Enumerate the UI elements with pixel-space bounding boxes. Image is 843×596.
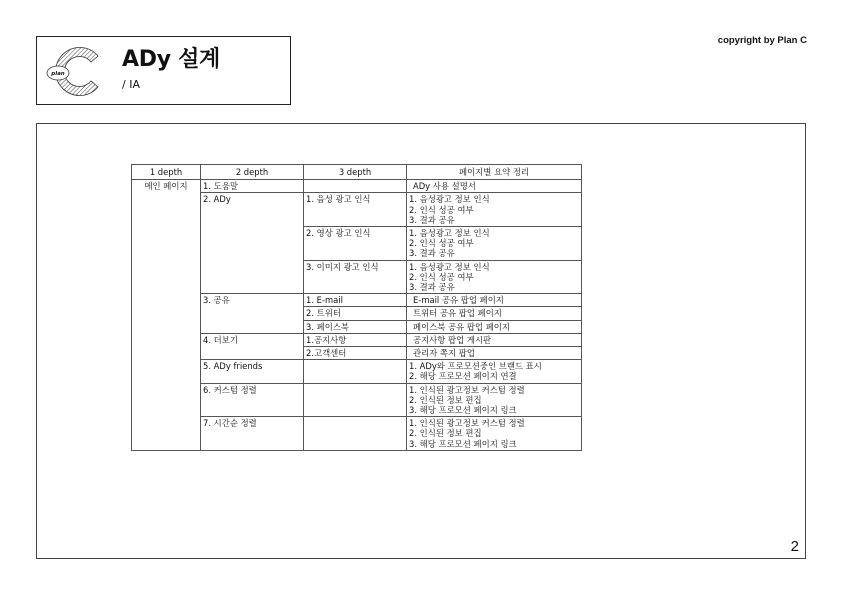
- plan-c-logo: [46, 44, 106, 99]
- depth1-main-page: 메인 페이지: [132, 180, 201, 193]
- depth3-video: 2. 영상 광고 인식: [304, 227, 407, 261]
- summary-notice: 공지사항 팝업 게시판: [407, 333, 582, 346]
- document-title: ADy 설계: [122, 47, 220, 72]
- depth2-friends: 5. ADy friends: [201, 360, 304, 383]
- copyright-text: copyright by Plan C: [717, 35, 807, 46]
- depth3-email: 1. E-mail: [304, 294, 407, 307]
- depth3-empty: [304, 180, 407, 193]
- title-box: [36, 36, 291, 105]
- depth2-more: 4. 더보기: [201, 333, 304, 346]
- depth2-share: 3. 공유: [201, 294, 304, 307]
- summary-support: 관리자 쪽지 팝업: [407, 347, 582, 360]
- logo-text: plan: [51, 71, 65, 77]
- table-row: [132, 260, 582, 294]
- summary-custom: 1. 인식된 광고정보 커스텀 정렬 2. 인식된 정보 편집 3. 해당 프로모션 페이지 링크: [407, 383, 582, 417]
- summary-facebook: 페이스북 공유 팝업 페이지: [407, 320, 582, 333]
- summary-time: 1. 인식된 광고정보 커스텀 정렬 2. 인식된 정보 편집 3. 해당 프로모션 페이지 링크: [407, 417, 582, 451]
- depth3-image: 3. 이미지 광고 인식: [304, 260, 407, 294]
- depth3-support: 2.고객센터: [304, 347, 407, 360]
- table-row: [132, 347, 582, 360]
- table-row: [132, 360, 582, 383]
- table-row: [132, 320, 582, 333]
- depth3-notice: 1.공지사항: [304, 333, 407, 346]
- table-row: [132, 227, 582, 261]
- depth2-time: 7. 시간순 정렬: [201, 417, 304, 451]
- ia-table: [131, 164, 582, 451]
- table-row: [132, 180, 582, 193]
- header-summary: 페이지별 요약 정리: [407, 165, 582, 180]
- depth2-help: 1. 도움말: [201, 180, 304, 193]
- depth3-twitter: 2. 트위터: [304, 307, 407, 320]
- document-subtitle: / IA: [122, 78, 140, 91]
- header-3-depth: 3 depth: [304, 165, 407, 180]
- depth2-custom: 6. 커스텀 정렬: [201, 383, 304, 417]
- table-row: [132, 417, 582, 451]
- table-header-row: [132, 165, 582, 180]
- header-2-depth: 2 depth: [201, 165, 304, 180]
- header-1-depth: 1 depth: [132, 165, 201, 180]
- depth3-voice: 1. 음성 광고 인식: [304, 193, 407, 227]
- summary-help: ADy 사용 설명서: [407, 180, 582, 193]
- summary-friends: 1. ADy와 프로모션중인 브랜드 표시 2. 해당 프로모션 페이지 연결: [407, 360, 582, 383]
- summary-video: 1. 음성광고 정보 인식 2. 인식 성공 여부 3. 결과 공유: [407, 227, 582, 261]
- table-row: [132, 193, 582, 227]
- page-number: 2: [790, 538, 799, 555]
- table-row: [132, 333, 582, 346]
- content-frame: [36, 123, 806, 559]
- table-row: [132, 307, 582, 320]
- summary-image: 1. 음성광고 정보 인식 2. 인식 성공 여부 3. 결과 공유: [407, 260, 582, 294]
- summary-twitter: 트위터 공유 팝업 페이지: [407, 307, 582, 320]
- depth2-ady: 2. ADy: [201, 193, 304, 227]
- depth3-facebook: 3. 페이스북: [304, 320, 407, 333]
- table-row: [132, 294, 582, 307]
- summary-email: E-mail 공유 팝업 페이지: [407, 294, 582, 307]
- table-row: [132, 383, 582, 417]
- summary-voice: 1. 음성광고 정보 인식 2. 인식 성공 여부 3. 결과 공유: [407, 193, 582, 227]
